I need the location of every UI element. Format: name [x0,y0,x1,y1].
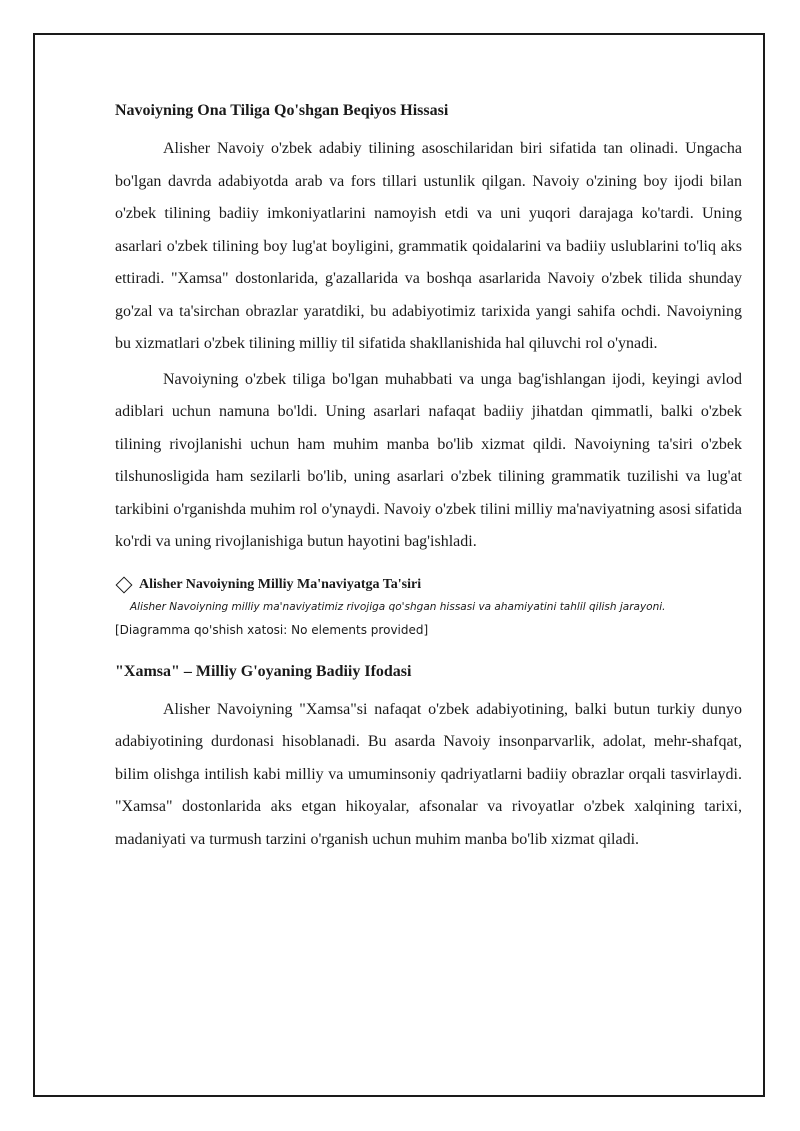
section-heading: Navoiyning Ona Tiliga Qo'shgan Beqiyos Hissasi [115,102,449,119]
diagram-caption: Alisher Navoiyning milliy ma'naviyatimiz rivojiga qo'shgan hissasi va ahamiyatini tahlil qilish jarayoni. [130,600,666,613]
diagram-error-message: [Diagramma qo'shish xatosi: No elements provided] [115,622,429,637]
diagram-title [115,575,742,595]
section-heading: "Xamsa" – Milliy G'oyaning Badiiy Ifodasi [115,662,412,680]
document-body [115,98,742,859]
diamond-icon [116,576,133,593]
diagram-title-text: Alisher Navoiyning Milliy Ma'naviyatga Ta'siri [139,576,422,592]
paragraph: Alisher Navoiyning "Xamsa"si nafaqat o'zbek adabiyotining, balki butun turkiy dunyo adabiyotining durdonasi hisoblanadi. Bu asarda Navoiy insonparvarlik, adolat, mehr-shafqat, bilim olishga intilish kabi milliy va umuminsoniy qadriyatlarni badiiy obrazlar orqali tasvirlaydi. "Xamsa" dostonlarida aks etgan hikoyalar, afsonalar va rivoyatlar o'zbek xalqining tarixi, madaniyati va turmush tarzini o'rganish uchun muhim manba bo'lib xizmat qiladi. [115,700,742,848]
paragraph: Navoiyning o'zbek tiliga bo'lgan muhabbati va unga bag'ishlangan ijodi, keyingi avlod adiblari uchun namuna bo'ldi. Uning asarlari nafaqat badiiy jihatdan qimmatli, balki o'zbek tilining rivojlanishi uchun ham muhim manba bo'lib xizmat qildi. Navoiyning ta'siri o'zbek tilshunosligida ham sezilarli bo'lib, uning asarlari o'zbek tilining grammatik tuzilishi va lug'at tarkibini o'rganishda muhim rol o'ynaydi. Navoiy o'zbek tilini milliy ma'naviyatning asosi sifatida ko'rdi va uning rivojlanishiga butun hayotini bag'ishladi. [115,370,742,550]
paragraph: Alisher Navoiy o'zbek adabiy tilining asoschilaridan biri sifatida tan olinadi. Ungacha bo'lgan davrda adabiyotda arab va fors tillari ustunlik qilgan. Navoiy o'zining boy ijodi bilan o'zbek tilining badiiy imkoniyatlarini namoyish etdi va uni yuqori darajaga ko'tardi. Uning asarlari o'zbek tilining boy lug'at boyligini, grammatik qoidalarini va badiiy uslublarini to'liq aks ettiradi. "Xamsa" dostonlarida, g'azallarida va boshqa asarlarida Navoiy o'zbek tilida shunday go'zal va ta'sirchan obrazlar yaratdiki, bu adabiyotimiz tarixida yangi sahifa ochdi. Navoiyning bu xizmatlari o'zbek tilining milliy til sifatida shakllanishida hal qiluvchi rol o'ynadi. [115,140,742,352]
